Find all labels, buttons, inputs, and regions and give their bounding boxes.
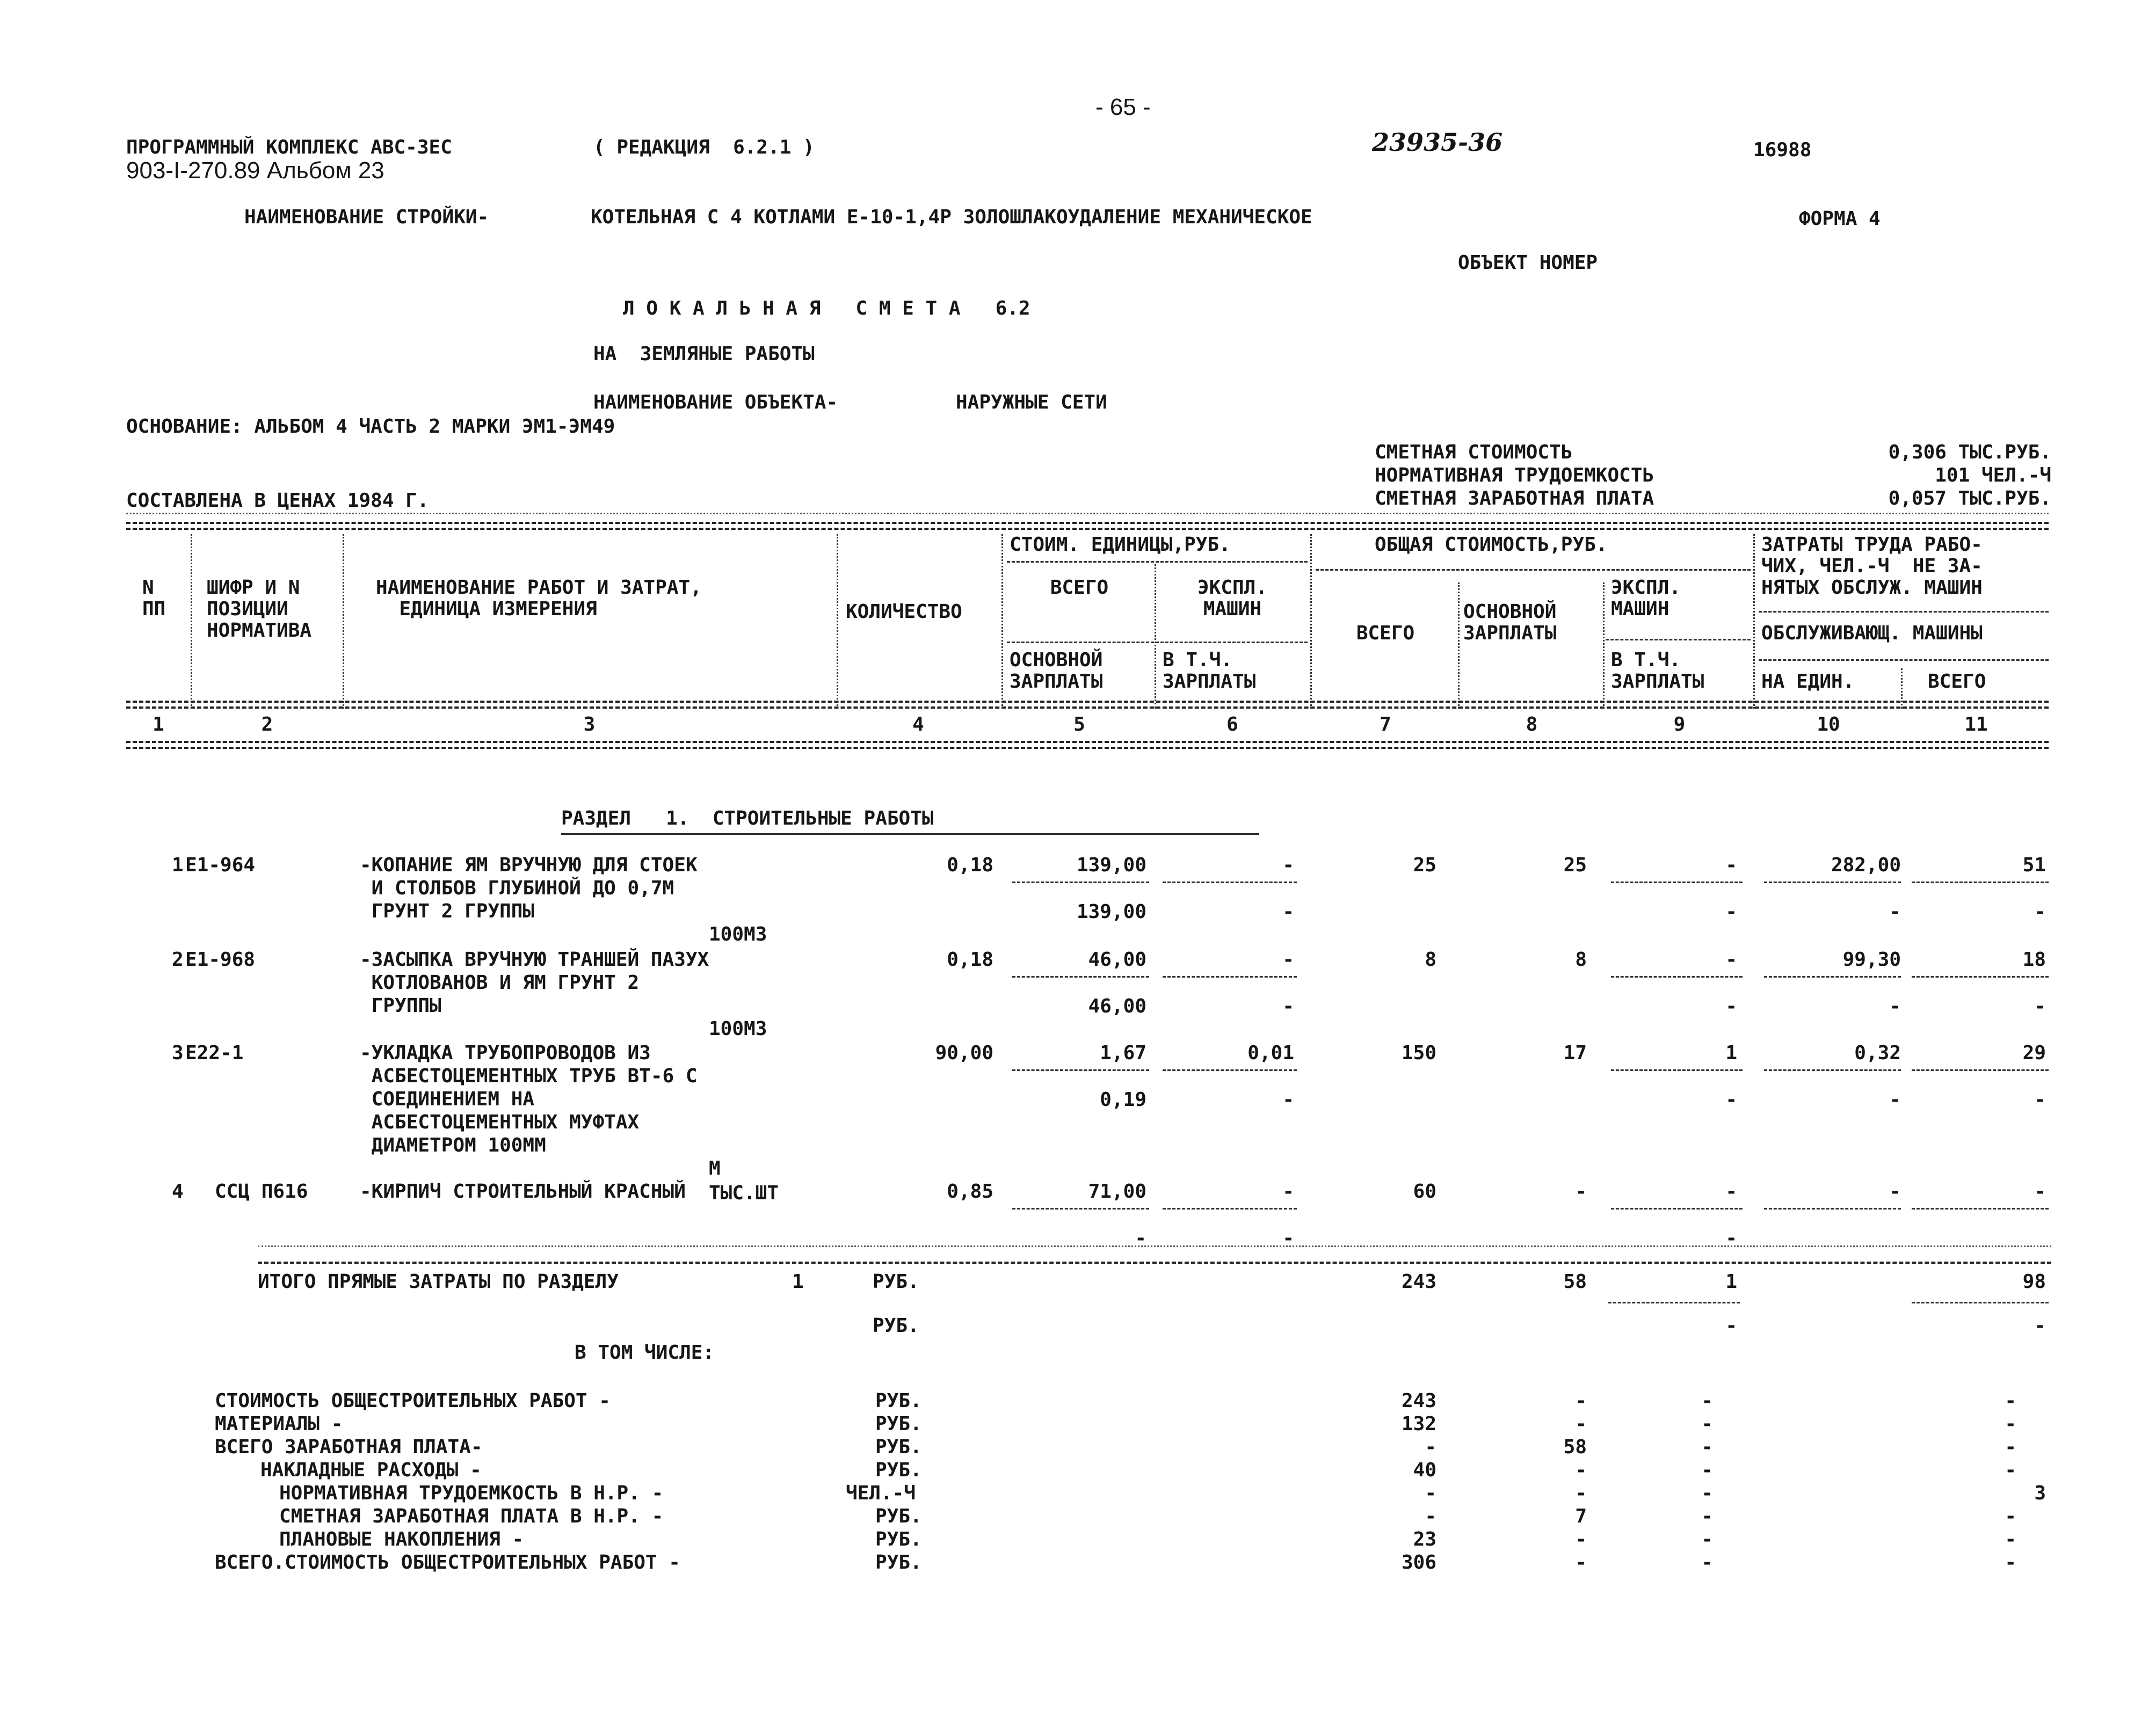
total-c11-rule: [1912, 1302, 2049, 1303]
item-c8: 17: [1563, 1042, 1587, 1064]
total-c7: 243: [1401, 1271, 1436, 1293]
item-code: ССЦ П616: [215, 1181, 308, 1203]
breakdown-c9: -: [1701, 1505, 1713, 1527]
item-c9: -: [1725, 854, 1737, 876]
document-title: Л О К А Л Ь Н А Я С М Е Т А 6.2: [623, 297, 1030, 319]
breakdown-unit: ЧЕЛ.-Ч: [846, 1482, 916, 1504]
total-c9-rule: [1608, 1302, 1740, 1303]
cell-rule: [1163, 1208, 1297, 1210]
breakdown-unit: РУБ.: [875, 1459, 922, 1481]
total-unit-2: РУБ.: [873, 1315, 919, 1337]
item-c8: 8: [1575, 949, 1587, 971]
breakdown-label: НОРМАТИВНАЯ ТРУДОЕМКОСТЬ В Н.Р. -: [279, 1482, 664, 1504]
subrule: [1316, 569, 1751, 571]
construction-label: НАИМЕНОВАНИЕ СТРОЙКИ-: [244, 206, 489, 228]
header-rule-mid-2: [126, 706, 2049, 709]
col-number-11: 11: [1964, 713, 1988, 735]
header-tot-mach: ЭКСПЛ. МАШИН: [1611, 577, 1681, 620]
breakdown-c7: -: [1425, 1482, 1436, 1504]
item-c9b: -: [1725, 901, 1737, 923]
col-sep: [1603, 582, 1605, 709]
cell-rule: [1012, 882, 1149, 883]
item-c5: 139,00: [1076, 854, 1146, 876]
item-c11b: -: [2034, 995, 2046, 1017]
header-labor-serv: ОБСЛУЖИВАЮЩ. МАШИНЫ: [1761, 622, 1983, 644]
col-number-8: 8: [1526, 713, 1538, 735]
summary-value-2: 101 ЧЕЛ.-Ч: [1935, 464, 2051, 486]
header-rule-top-2: [126, 528, 2049, 530]
col-sep: [343, 534, 344, 709]
header-labor-unit: НА ЕДИН.: [1761, 671, 1855, 693]
breakdown-unit: РУБ.: [875, 1551, 922, 1573]
breakdown-c9: -: [1701, 1551, 1713, 1573]
total-c8: 58: [1563, 1271, 1587, 1293]
item-c6b: -: [1282, 995, 1294, 1017]
header-code: ШИФР И N ПОЗИЦИИ НОРМАТИВА: [207, 577, 312, 642]
total-c9: 1: [1725, 1271, 1737, 1293]
breakdown-c11: 3: [2034, 1482, 2046, 1504]
total-rule: [258, 1262, 2051, 1264]
breakdown-c11: -: [2005, 1390, 2016, 1412]
item-c10: -: [1889, 1181, 1901, 1203]
item-c10: 0,32: [1854, 1042, 1901, 1064]
col-sep: [191, 534, 192, 709]
item-unit: 100М3: [709, 923, 767, 945]
header-rule-top: [126, 522, 2049, 524]
dotted-rule: [258, 1245, 2051, 1247]
breakdown-c8: -: [1575, 1390, 1587, 1412]
subrule: [1759, 611, 2049, 613]
item-c10b: -: [1889, 995, 1901, 1017]
summary-value-1: 0,306 ТЫС.РУБ.: [1888, 441, 2051, 463]
document-subtitle: НА ЗЕМЛЯНЫЕ РАБОТЫ: [593, 343, 815, 365]
item-c5b: 139,00: [1076, 901, 1146, 923]
total-c11b: -: [2034, 1315, 2046, 1337]
breakdown-label: СТОИМОСТЬ ОБЩЕСТРОИТЕЛЬНЫХ РАБОТ -: [215, 1390, 611, 1412]
header-n: N ПП: [142, 577, 166, 620]
cell-rule: [1012, 1208, 1149, 1210]
form-label: ФОРМА 4: [1799, 208, 1881, 230]
item-number: 4: [172, 1181, 184, 1203]
item-c6: 0,01: [1247, 1042, 1294, 1064]
item-c10: 282,00: [1831, 854, 1901, 876]
item-description-line: ГРУППЫ: [360, 995, 441, 1017]
col-number-7: 7: [1380, 713, 1391, 735]
item-description-line: -КИРПИЧ СТРОИТЕЛЬНЫЙ КРАСНЫЙ: [360, 1181, 686, 1203]
breakdown-c11: -: [2005, 1505, 2016, 1527]
item-c5b: 46,00: [1088, 995, 1146, 1017]
item-description-line: АСБЕСТОЦЕМЕНТНЫХ ТРУБ ВТ-6 С: [360, 1065, 698, 1087]
item-c6b: -: [1282, 1227, 1294, 1249]
breakdown-c8: -: [1575, 1482, 1587, 1504]
col-number-10: 10: [1817, 713, 1840, 735]
breakdown-c8: -: [1575, 1551, 1587, 1573]
header-tot-incl: В Т.Ч. ЗАРПЛАТЫ: [1611, 649, 1704, 693]
breakdown-c8: 58: [1563, 1436, 1587, 1458]
item-c5b: 0,19: [1100, 1089, 1146, 1111]
cell-rule: [1163, 1069, 1297, 1071]
breakdown-c8: -: [1575, 1528, 1587, 1550]
item-quantity: 0,85: [947, 1181, 993, 1203]
breakdown-c7: 306: [1401, 1551, 1436, 1573]
total-c11: 98: [2022, 1271, 2046, 1293]
item-c11: -: [2034, 1181, 2046, 1203]
breakdown-c7: 23: [1413, 1528, 1436, 1550]
summary-value-3: 0,057 ТЫС.РУБ.: [1888, 487, 2051, 509]
summary-label-2: НОРМАТИВНАЯ ТРУДОЕМКОСТЬ: [1375, 464, 1654, 486]
item-c7: 8: [1425, 949, 1436, 971]
program-name: ПРОГРАММНЫЙ КОМПЛЕКС АВС-ЗЕС: [126, 136, 452, 158]
header-name: НАИМЕНОВАНИЕ РАБОТ И ЗАТРАТ, ЕДИНИЦА ИЗМЕРЕНИЯ: [376, 577, 702, 620]
header-unit-total: ВСЕГО: [1050, 577, 1109, 599]
col-sep: [1458, 582, 1460, 709]
subrule: [1007, 561, 1308, 563]
item-unit: 100М3: [709, 1018, 767, 1040]
item-description-line: АСБЕСТОЦЕМЕНТНЫХ МУФТАХ: [360, 1111, 640, 1133]
col-number-9: 9: [1673, 713, 1686, 735]
item-c6: -: [1282, 854, 1294, 876]
item-c10: 99,30: [1842, 949, 1901, 971]
cell-rule: [1764, 1208, 1901, 1210]
item-c10b: -: [1889, 901, 1901, 923]
construction-name: КОТЕЛЬНАЯ С 4 КОТЛАМИ Е-10-1,4Р ЗОЛОШЛАКОУДАЛЕНИЕ МЕХАНИЧЕСКОЕ: [591, 206, 1312, 228]
breakdown-c11: -: [2005, 1413, 2016, 1435]
breakdown-c9: -: [1701, 1459, 1713, 1481]
col-sep: [1001, 534, 1003, 709]
item-c6b: -: [1282, 1089, 1294, 1111]
breakdown-label: ВСЕГО ЗАРАБОТНАЯ ПЛАТА-: [215, 1436, 483, 1458]
breakdown-c11: -: [2005, 1528, 2016, 1550]
including-label: В ТОМ ЧИСЛЕ:: [575, 1342, 715, 1364]
cell-rule: [1912, 976, 2049, 978]
item-c11b: -: [2034, 1089, 2046, 1111]
item-c6: -: [1282, 949, 1294, 971]
subrule: [1606, 639, 1751, 640]
item-c9b: -: [1725, 1227, 1737, 1249]
breakdown-unit: РУБ.: [875, 1436, 922, 1458]
header-unit-incl: В Т.Ч. ЗАРПЛАТЫ: [1163, 649, 1256, 693]
header-qty: КОЛИЧЕСТВО: [846, 601, 962, 623]
total-label: ИТОГО ПРЯМЫЕ ЗАТРАТЫ ПО РАЗДЕЛУ: [258, 1271, 619, 1293]
summary-label-1: СМЕТНАЯ СТОИМОСТЬ: [1375, 441, 1573, 463]
breakdown-c9: -: [1701, 1390, 1713, 1412]
item-number: 1: [172, 854, 184, 876]
total-unit: РУБ.: [873, 1271, 919, 1293]
cell-rule: [1912, 882, 2049, 883]
item-c9: -: [1725, 949, 1737, 971]
header-labor: ЗАТРАТЫ ТРУДА РАБО- ЧИХ, ЧЕЛ.-Ч НЕ ЗА- НЯТЫХ ОБСЛУЖ. МАШИН: [1761, 534, 1983, 599]
object-label: НАИМЕНОВАНИЕ ОБЪЕКТА-: [593, 391, 838, 413]
item-quantity: 0,18: [947, 854, 993, 876]
cell-rule: [1764, 976, 1901, 978]
item-unit: М: [709, 1157, 721, 1179]
item-quantity: 0,18: [947, 949, 993, 971]
item-description-line: -ЗАСЫПКА ВРУЧНУЮ ТРАНШЕЙ ПАЗУХ: [360, 949, 709, 971]
total-section-num: 1: [792, 1271, 804, 1293]
header-unit-cost: СТОИМ. ЕДИНИЦЫ,РУБ.: [1010, 534, 1231, 556]
breakdown-c7: 40: [1413, 1459, 1436, 1481]
breakdown-label: ПЛАНОВЫЕ НАКОПЛЕНИЯ -: [279, 1528, 524, 1550]
breakdown-unit: РУБ.: [875, 1413, 922, 1435]
doc-number: 16988: [1753, 139, 1812, 161]
breakdown-unit: РУБ.: [875, 1505, 922, 1527]
cell-rule: [1611, 1208, 1743, 1210]
cell-rule: [1611, 1069, 1743, 1071]
col-number-5: 5: [1073, 713, 1085, 735]
breakdown-c7: 132: [1401, 1413, 1436, 1435]
item-code: Е1-964: [185, 854, 256, 876]
object-number: ОБЪЕКТ НОМЕР: [1458, 252, 1598, 274]
breakdown-label: НАКЛАДНЫЕ РАСХОДЫ -: [260, 1459, 482, 1481]
breakdown-c7: -: [1425, 1436, 1436, 1458]
item-c8: -: [1575, 1181, 1587, 1203]
cell-rule: [1912, 1208, 2049, 1210]
cell-rule: [1012, 976, 1149, 978]
item-c7: 25: [1413, 854, 1436, 876]
item-c10b: -: [1889, 1089, 1901, 1111]
col-sep: [1155, 564, 1156, 709]
prices-line: СОСТАВЛЕНА В ЦЕНАХ 1984 Г.: [126, 490, 429, 512]
header-tot-base: ОСНОВНОЙ ЗАРПЛАТЫ: [1463, 601, 1557, 644]
subrule: [1759, 659, 2049, 661]
item-description-line: ДИАМЕТРОМ 100ММ: [360, 1134, 546, 1156]
header-tot-all: ВСЕГО: [1356, 622, 1415, 644]
cell-rule: [1611, 882, 1743, 883]
item-c9: -: [1725, 1181, 1737, 1203]
breakdown-label: СМЕТНАЯ ЗАРАБОТНАЯ ПЛАТА В Н.Р. -: [279, 1505, 664, 1527]
breakdown-c7: 243: [1401, 1390, 1436, 1412]
item-c8: 25: [1563, 854, 1587, 876]
header-rule-mid: [126, 701, 2049, 703]
item-description-line: -КОПАНИЕ ЯМ ВРУЧНУЮ ДЛЯ СТОЕК: [360, 854, 698, 876]
breakdown-c9: -: [1701, 1528, 1713, 1550]
breakdown-c8: 7: [1575, 1505, 1587, 1527]
header-unit-base: ОСНОВНОЙ ЗАРПЛАТЫ: [1010, 649, 1103, 693]
header-rule-bottom-2: [126, 747, 2049, 749]
item-c7: 60: [1413, 1181, 1436, 1203]
dotted-rule: [126, 513, 2049, 514]
item-c11: 51: [2022, 854, 2046, 876]
item-c11b: -: [2034, 901, 2046, 923]
col-number-1: 1: [153, 713, 164, 735]
breakdown-c11: -: [2005, 1436, 2016, 1458]
total-c9b: -: [1725, 1315, 1737, 1337]
cell-rule: [1764, 1069, 1901, 1071]
item-c11: 18: [2022, 949, 2046, 971]
cell-rule: [1012, 1069, 1149, 1071]
edition: ( РЕДАКЦИЯ 6.2.1 ): [593, 136, 815, 158]
item-c9: 1: [1725, 1042, 1737, 1064]
cell-rule: [1912, 1069, 2049, 1071]
header-unit-mach: ЭКСПЛ. МАШИН: [1197, 577, 1268, 620]
item-description-line: КОТЛОВАНОВ И ЯМ ГРУНТ 2: [360, 972, 640, 994]
item-quantity: 90,00: [935, 1042, 993, 1064]
breakdown-label: ВСЕГО.СТОИМОСТЬ ОБЩЕСТРОИТЕЛЬНЫХ РАБОТ -: [215, 1551, 680, 1573]
item-code: Е1-968: [185, 949, 256, 971]
breakdown-c11: -: [2005, 1459, 2016, 1481]
breakdown-c9: -: [1701, 1482, 1713, 1504]
breakdown-c7: -: [1425, 1505, 1436, 1527]
col-sep: [837, 534, 838, 709]
breakdown-unit: РУБ.: [875, 1390, 922, 1412]
item-description-line: ГРУНТ 2 ГРУППЫ: [360, 900, 535, 922]
header-rule-bottom: [126, 741, 2049, 743]
item-number: 3: [172, 1042, 184, 1064]
item-c5: 1,67: [1100, 1042, 1146, 1064]
header-total-cost: ОБЩАЯ СТОИМОСТЬ,РУБ.: [1375, 534, 1608, 556]
breakdown-c9: -: [1701, 1436, 1713, 1458]
cell-rule: [1611, 976, 1743, 978]
cell-rule: [1163, 882, 1297, 883]
col-sep: [1753, 534, 1755, 709]
breakdown-c8: -: [1575, 1413, 1587, 1435]
item-number: 2: [172, 949, 184, 971]
breakdown-c8: -: [1575, 1459, 1587, 1481]
col-sep: [1310, 534, 1312, 709]
breakdown-c11: -: [2005, 1551, 2016, 1573]
breakdown-c9: -: [1701, 1413, 1713, 1435]
item-code: Е22-1: [185, 1042, 244, 1064]
section-title: РАЗДЕЛ 1. СТРОИТЕЛЬНЫЕ РАБОТЫ: [561, 807, 934, 829]
cell-rule: [1764, 882, 1901, 883]
header-labor-all: ВСЕГО: [1928, 671, 1986, 693]
item-c9b: -: [1725, 995, 1737, 1017]
item-c5: 46,00: [1088, 949, 1146, 971]
object-name: НАРУЖНЫЕ СЕТИ: [956, 391, 1107, 413]
col-number-2: 2: [261, 713, 273, 735]
item-c6: -: [1282, 1181, 1294, 1203]
page-number: - 65 -: [1095, 94, 1151, 120]
item-c5: 71,00: [1088, 1181, 1146, 1203]
summary-label-3: СМЕТНАЯ ЗАРАБОТНАЯ ПЛАТА: [1375, 487, 1654, 509]
item-c7: 150: [1401, 1042, 1436, 1064]
item-c6b: -: [1282, 901, 1294, 923]
item-c11: 29: [2022, 1042, 2046, 1064]
breakdown-unit: РУБ.: [875, 1528, 922, 1550]
col-number-4: 4: [912, 713, 924, 735]
album-ref: 903-I-270.89 Альбом 23: [126, 157, 384, 184]
item-unit: ТЫС.ШТ: [709, 1182, 779, 1204]
breakdown-label: МАТЕРИАЛЫ -: [215, 1413, 343, 1435]
item-description-line: И СТОЛБОВ ГЛУБИНОЙ ДО 0,7М: [360, 877, 674, 899]
item-description-line: -УКЛАДКА ТРУБОПРОВОДОВ ИЗ: [360, 1042, 651, 1064]
col-number-3: 3: [583, 713, 596, 735]
item-c9b: -: [1725, 1089, 1737, 1111]
item-c5b: -: [1135, 1227, 1146, 1249]
handwritten-code: 23935-36: [1372, 128, 1503, 157]
basis-line: ОСНОВАНИЕ: АЛЬБОМ 4 ЧАСТЬ 2 МАРКИ ЭМ1-ЭМ49: [126, 416, 615, 438]
col-number-6: 6: [1226, 713, 1238, 735]
cell-rule: [1163, 976, 1297, 978]
subrule: [1007, 642, 1308, 643]
section-underline: [561, 833, 1259, 837]
item-description-line: СОЕДИНЕНИЕМ НА: [360, 1088, 535, 1110]
